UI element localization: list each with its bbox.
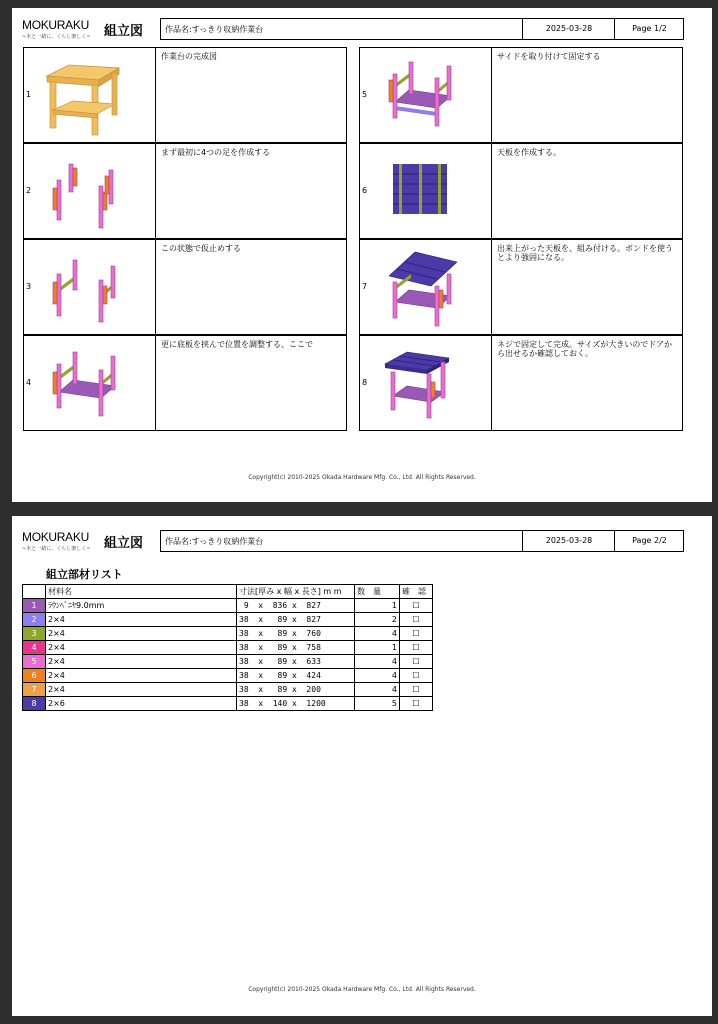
step-number: 8 xyxy=(362,378,368,387)
part-quantity: 5 xyxy=(355,697,400,711)
part-index: 7 xyxy=(23,683,46,697)
legs-drawing xyxy=(39,150,139,234)
page-header xyxy=(22,18,697,42)
step-description: この状態で仮止めする xyxy=(161,244,241,253)
page-number: Page 2/2 xyxy=(614,531,684,551)
part-checkbox[interactable]: ☐ xyxy=(400,627,433,641)
side-attach-drawing xyxy=(375,54,475,138)
part-name: 2×4 xyxy=(46,683,237,697)
document-title: 組立図 xyxy=(104,536,144,551)
page-header xyxy=(22,530,697,554)
part-name: 2×4 xyxy=(46,669,237,683)
table-row xyxy=(23,669,433,683)
part-dimensions: 9 x 836 x 827 xyxy=(237,599,355,613)
table-row xyxy=(23,697,433,711)
document-title: 組立図 xyxy=(104,24,144,39)
logo-tagline: ~木と一緒に、くらし楽しく~ xyxy=(22,546,91,552)
table-row xyxy=(23,613,433,627)
step-illustration xyxy=(24,48,156,142)
part-quantity: 4 xyxy=(355,655,400,669)
part-name: 2×4 xyxy=(46,627,237,641)
table-row xyxy=(23,627,433,641)
company-logo xyxy=(22,530,97,554)
parts-list-title: 組立部材リスト xyxy=(46,568,123,581)
table-row xyxy=(23,641,433,655)
step-number: 3 xyxy=(26,282,32,291)
part-quantity: 1 xyxy=(355,599,400,613)
part-quantity: 2 xyxy=(355,613,400,627)
copyright-notice: Copyright(c) 2010-2025 Okada Hardware Mfg. Co., Ltd. All Rights Reserved. xyxy=(248,474,476,481)
step-number: 6 xyxy=(362,186,368,195)
part-checkbox[interactable]: ☐ xyxy=(400,641,433,655)
part-index: 6 xyxy=(23,669,46,683)
part-checkbox[interactable]: ☐ xyxy=(400,599,433,613)
logo-tagline: ~木と一緒に、くらし楽しく~ xyxy=(22,34,91,40)
column-header-check: 確 認 xyxy=(400,585,433,599)
part-checkbox[interactable]: ☐ xyxy=(400,697,433,711)
step-illustration xyxy=(360,48,492,142)
part-dimensions: 38 x 89 x 758 xyxy=(237,641,355,655)
part-name: ﾗｳﾝﾍﾞﾆﾔ9.0mm xyxy=(46,599,237,613)
step-illustration xyxy=(24,144,156,238)
part-name: 2×4 xyxy=(46,655,237,669)
part-index: 8 xyxy=(23,697,46,711)
part-index: 2 xyxy=(23,613,46,627)
step-number: 1 xyxy=(26,90,32,99)
step-description: ネジで固定して完成。サイズが大きいのでドアから出せるか確認しておく。 xyxy=(497,340,672,358)
step-cell xyxy=(23,47,347,143)
info-box xyxy=(160,530,684,552)
step-illustration xyxy=(24,336,156,430)
part-index: 3 xyxy=(23,627,46,641)
company-logo xyxy=(22,18,97,42)
part-quantity: 4 xyxy=(355,627,400,641)
part-dimensions: 38 x 89 x 424 xyxy=(237,669,355,683)
part-checkbox[interactable]: ☐ xyxy=(400,613,433,627)
part-index: 1 xyxy=(23,599,46,613)
document-page-1 xyxy=(12,8,712,502)
step-cell xyxy=(359,335,683,431)
step-number: 7 xyxy=(362,282,368,291)
tabletop-drawing xyxy=(375,150,475,234)
step-number: 2 xyxy=(26,186,32,195)
step-number: 4 xyxy=(26,378,32,387)
part-dimensions: 38 x 89 x 827 xyxy=(237,613,355,627)
step-cell xyxy=(359,47,683,143)
finished-table-drawing xyxy=(375,342,475,426)
document-page-2 xyxy=(12,516,712,1016)
part-dimensions: 38 x 140 x 1200 xyxy=(237,697,355,711)
step-description: 天板を作成する。 xyxy=(497,148,561,157)
part-name: 2×4 xyxy=(46,641,237,655)
step-cell xyxy=(359,143,683,239)
column-header-dims: 寸法[厚み x 幅 x 長さ] m m xyxy=(237,585,355,599)
part-dimensions: 38 x 89 x 200 xyxy=(237,683,355,697)
product-name: 作品名:すっきり収納作業台 xyxy=(165,537,264,546)
temporary-fix-drawing xyxy=(39,246,139,330)
part-quantity: 1 xyxy=(355,641,400,655)
part-name: 2×6 xyxy=(46,697,237,711)
header-index xyxy=(23,585,46,599)
step-description: 更に底板を挟んで位置を調整する、ここで xyxy=(161,340,313,349)
step-description: 作業台の完成図 xyxy=(161,52,217,61)
info-box xyxy=(160,18,684,40)
workbench-complete-drawing xyxy=(39,54,139,138)
table-row xyxy=(23,655,433,669)
page-number: Page 1/2 xyxy=(614,19,684,39)
part-dimensions: 38 x 89 x 633 xyxy=(237,655,355,669)
step-cell xyxy=(23,239,347,335)
part-checkbox[interactable]: ☐ xyxy=(400,669,433,683)
step-number: 5 xyxy=(362,90,368,99)
step-illustration xyxy=(360,240,492,334)
step-illustration xyxy=(360,336,492,430)
bottom-board-drawing xyxy=(39,342,139,426)
part-dimensions: 38 x 89 x 760 xyxy=(237,627,355,641)
step-illustration xyxy=(360,144,492,238)
part-quantity: 4 xyxy=(355,683,400,697)
document-date: 2025-03-28 xyxy=(522,19,615,39)
part-checkbox[interactable]: ☐ xyxy=(400,683,433,697)
step-description: まず最初に4つの足を作成する xyxy=(161,148,271,157)
step-description: サイドを取り付けて固定する xyxy=(497,52,601,61)
logo-text: MOKURAKU xyxy=(22,18,89,32)
parts-table xyxy=(22,584,433,711)
logo-text: MOKURAKU xyxy=(22,530,89,544)
step-illustration xyxy=(24,240,156,334)
column-header-qty: 数 量 xyxy=(355,585,400,599)
table-row xyxy=(23,683,433,697)
step-cell xyxy=(359,239,683,335)
product-name: 作品名:すっきり収納作業台 xyxy=(165,25,264,34)
part-checkbox[interactable]: ☐ xyxy=(400,655,433,669)
step-cell xyxy=(23,335,347,431)
attach-top-drawing xyxy=(375,246,475,330)
copyright-notice: Copyright(c) 2010-2025 Okada Hardware Mfg. Co., Ltd. All Rights Reserved. xyxy=(248,986,476,993)
step-cell xyxy=(23,143,347,239)
part-index: 5 xyxy=(23,655,46,669)
step-description: 出来上がった天板を、組み付ける。ボンドを使うとより強固になる。 xyxy=(497,244,673,262)
column-header-name: 材料名 xyxy=(46,585,237,599)
part-quantity: 4 xyxy=(355,669,400,683)
document-date: 2025-03-28 xyxy=(522,531,615,551)
part-name: 2×4 xyxy=(46,613,237,627)
table-row xyxy=(23,599,433,613)
part-index: 4 xyxy=(23,641,46,655)
table-header-row xyxy=(23,585,433,599)
